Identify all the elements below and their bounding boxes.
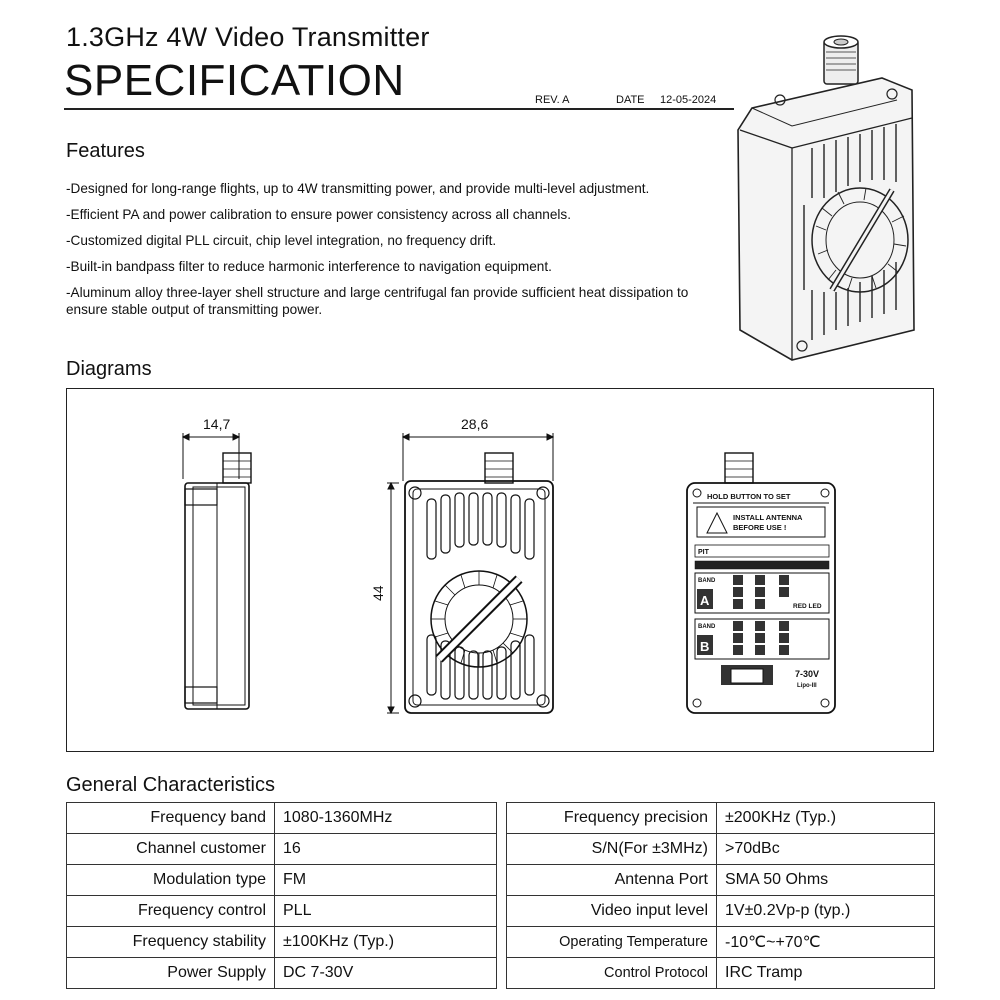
band-b-letter: B xyxy=(700,639,710,654)
side-width-dimension: 14,7 xyxy=(203,416,231,432)
height-dimension: 44 xyxy=(370,585,386,601)
table-row xyxy=(507,896,935,927)
spec-key: Operating Temperature xyxy=(507,927,717,958)
spec-value: IRC Tramp xyxy=(717,958,935,989)
spec-key: S/N(For ±3MHz) xyxy=(507,834,717,865)
table-row xyxy=(507,927,935,958)
table-row xyxy=(507,803,935,834)
feature-item: -Built-in bandpass filter to reduce harmonic interference to navigation equipment. xyxy=(66,259,552,274)
feature-item: -Aluminum alloy three-layer shell structure and large centrifugal fan provide sufficient heat dissipation to ensure stable output of transmitting power. xyxy=(66,285,689,317)
spec-key: Modulation type xyxy=(67,865,275,896)
feature-item: -Customized digital PLL circuit, chip level integration, no frequency drift. xyxy=(66,233,497,248)
table-row xyxy=(67,834,497,865)
spec-value: FM xyxy=(275,865,497,896)
characteristics-table-right xyxy=(506,802,935,989)
spec-value: ±100KHz (Typ.) xyxy=(275,927,497,958)
spec-value: 16 xyxy=(275,834,497,865)
spec-value: -10℃~+70℃ xyxy=(717,927,935,958)
table-row xyxy=(67,927,497,958)
spec-key: Frequency control xyxy=(67,896,275,927)
warning-text-1: INSTALL ANTENNA xyxy=(733,513,803,522)
spec-value: PLL xyxy=(275,896,497,927)
characteristics-table-left xyxy=(66,802,497,989)
voltage-text: 7-30V xyxy=(795,669,820,679)
document-title: 1.3GHz 4W Video Transmitter xyxy=(66,22,430,52)
band-a-letter: A xyxy=(700,593,710,608)
table-row xyxy=(67,803,497,834)
table-row xyxy=(67,958,497,989)
spec-value: 1V±0.2Vp-p (typ.) xyxy=(717,896,935,927)
table-row xyxy=(67,865,497,896)
lipo-text: Lipo-III xyxy=(797,683,817,689)
general-characteristics-heading: General Characteristics xyxy=(66,774,275,796)
table-row xyxy=(67,896,497,927)
header-divider xyxy=(64,108,734,110)
band-text-b: BAND xyxy=(698,624,716,630)
warning-text-2: BEFORE USE ! xyxy=(733,523,787,532)
specification-heading: SPECIFICATION xyxy=(64,56,405,105)
band-text-a: BAND xyxy=(698,578,716,584)
diagrams-heading: Diagrams xyxy=(66,358,152,380)
feature-item: -Designed for long-range flights, up to 4W transmitting power, and provide multi-level adjustment. xyxy=(66,181,650,196)
spec-key: Channel customer xyxy=(67,834,275,865)
spec-value: SMA 50 Ohms xyxy=(717,865,935,896)
spec-value: DC 7-30V xyxy=(275,958,497,989)
table-row xyxy=(507,834,935,865)
spec-key: Antenna Port xyxy=(507,865,717,896)
side-view-diagram xyxy=(183,433,251,709)
pit-text: PIT xyxy=(698,549,709,556)
table-row xyxy=(507,865,935,896)
spec-key: Power Supply xyxy=(67,958,275,989)
spec-key: Video input level xyxy=(507,896,717,927)
red-led-text: RED LED xyxy=(793,603,822,610)
date-value: 12-05-2024 xyxy=(660,94,717,106)
features-heading: Features xyxy=(66,140,145,162)
table-row xyxy=(507,958,935,989)
spec-key: Frequency precision xyxy=(507,803,717,834)
front-width-dimension: 28,6 xyxy=(461,416,489,432)
front-view-diagram xyxy=(387,433,553,713)
features-list xyxy=(66,180,706,327)
spec-value: >70dBc xyxy=(717,834,935,865)
date-label: DATE xyxy=(616,94,645,106)
diagrams-panel xyxy=(66,388,934,752)
spec-key: Frequency band xyxy=(67,803,275,834)
spec-key: Control Protocol xyxy=(507,958,717,989)
product-image xyxy=(732,30,922,375)
feature-item: -Efficient PA and power calibration to ensure power consistency across all channels. xyxy=(66,207,571,222)
spec-value: ±200KHz (Typ.) xyxy=(717,803,935,834)
spec-key: Frequency stability xyxy=(67,927,275,958)
revision-label: REV. A xyxy=(535,94,570,106)
spec-value: 1080-1360MHz xyxy=(275,803,497,834)
hold-button-text: HOLD BUTTON TO SET xyxy=(707,492,791,501)
